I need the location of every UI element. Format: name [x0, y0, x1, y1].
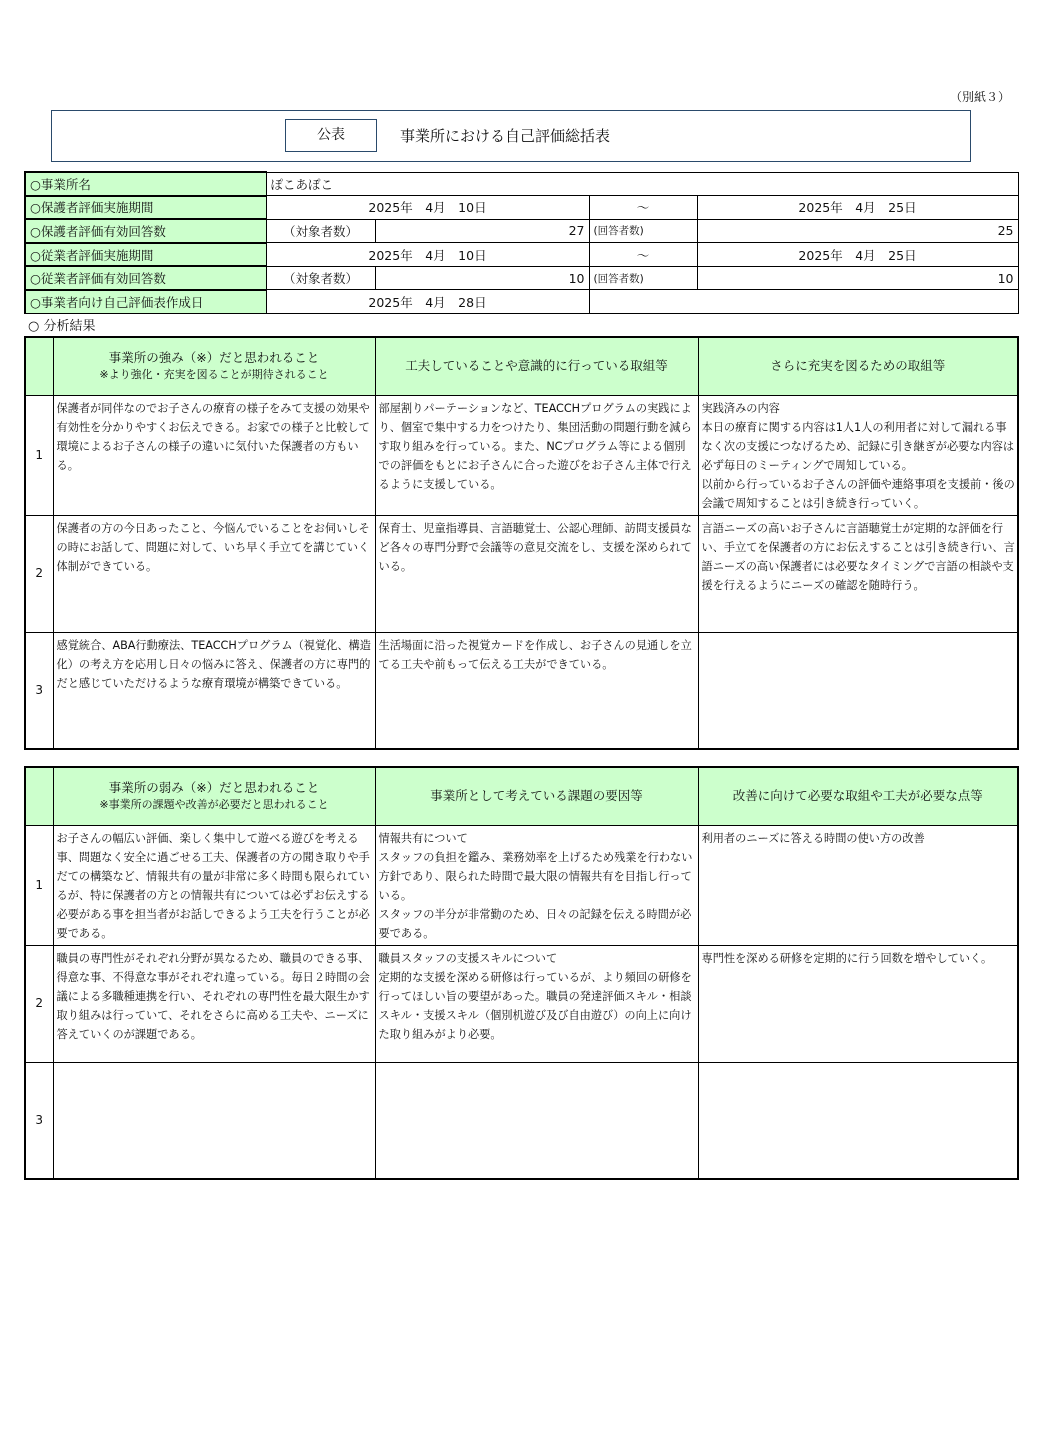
guardian-period-start: 2025年 4月 10日 — [266, 196, 589, 220]
weaknesses-header-row — [25, 767, 1018, 825]
office-name-row — [25, 172, 1018, 196]
row-number: 3 — [25, 1062, 53, 1179]
enhancement-text: 言語ニーズの高いお子さんに言語聴覚士が定期的な評価を行い、手立てを保護者の方にお伝えすることは引き続き行い、言語ニーズの高い保護者には必要なタイミングで言語の相談や支援を行えるようにニーズの確認を随時行う。 — [701, 521, 1015, 592]
improvement-text: 利用者のニーズに答える時間の使い方の改善 — [701, 831, 925, 845]
row-number: 2 — [25, 945, 53, 1062]
table-row — [25, 1062, 1018, 1179]
analysis-section-label: ○ 分析結果 — [28, 319, 96, 334]
table-row — [25, 395, 1018, 515]
cause-text: 職員スタッフの支援スキルについて 定期的な支援を深める研修は行っているが、より頻回の研修を行ってほしい旨の要望があった。職員の発達評価スキル・相談スキル・支援スキル（個別机遊び及び自由遊び）の向上に向けた取り組みがより必要。 — [378, 951, 692, 1041]
strength-text: 保護者の方の今日あったこと、今悩んでいることをお伺いしその時にお話して、問題に対して、いち早く手立てを講じていく体制ができている。 — [56, 521, 370, 573]
staff-responses-row — [25, 266, 1018, 290]
guardian-period-row — [25, 196, 1018, 220]
table-row — [25, 825, 1018, 945]
created-date-row — [25, 290, 1018, 314]
row-number: 1 — [25, 825, 53, 945]
created-date-value: 2025年 4月 28日 — [266, 290, 589, 314]
enhancement-text: 実践済みの内容 本日の療育に関する内容は1人1人の利用者に対して漏れる事なく次の支援につなげるため、記録に引き継ぎが必要な内容は必ず毎日のミーティングで周知している。 以前から行っているお子さんの評価や連絡事項を支援前・後の会議で周知することは引き続き行っていく。 — [701, 401, 1015, 510]
row-number: 1 — [25, 395, 53, 515]
weaknesses-col2-header: 事業所として考えている課題の要因等 — [375, 767, 698, 825]
staff-period-label: ○従業者評価実施期間 — [25, 243, 266, 267]
office-name-value: ぽこあぽこ — [266, 172, 1018, 196]
improvement-text: 専門性を深める研修を定期的に行う回数を増やしていく。 — [701, 951, 993, 965]
target-count-label: （対象者数） — [266, 219, 375, 243]
effort-text: 部屋割りパーテーションなど、TEACCHプログラムの実践により、個室で集中する力をつけたり、集団活動の問題行動を減らす取り組みを行っている。また、NCプログラム等による個別での評価をもとにお子さんに合った遊びをお子さん主体で行えるように支援している。 — [378, 401, 692, 491]
guardian-responses-label: ○保護者評価有効回答数 — [25, 219, 266, 243]
table-row — [25, 632, 1018, 749]
table-row — [25, 945, 1018, 1062]
strength-text: 感覚統合、ABA行動療法、TEACCHプログラム（視覚化、構造化）の考え方を応用し日々の悩みに答え、保護者の方に専門的だと感じていただけるような療育環境が構築できている。 — [56, 638, 371, 690]
office-info-table — [24, 171, 1019, 314]
staff-respondent-count: 10 — [697, 266, 1018, 290]
table-row — [25, 515, 1018, 632]
weaknesses-col1-note: ※事業所の課題や改善が必要だと思われること — [99, 798, 329, 812]
weakness-text: 職員の専門性がそれぞれ分野が異なるため、職員のできる事、得意な事、不得意な事がそれぞれ違っている。毎日２時間の会議による多職種連携を行い、それぞれの専門性を最大限生かす取り組みは行っていて、それをさらに高める工夫や、ニーズに答えていくのが課題である。 — [56, 951, 370, 1041]
strengths-col1-note: ※より強化・充実を図ることが期待されること — [99, 368, 329, 382]
period-tilde: ～ — [589, 243, 697, 267]
strengths-col2-header: 工夫していることや意識的に行っている取組等 — [375, 337, 698, 395]
title-box — [51, 110, 971, 162]
strength-text: 保護者が同伴なのでお子さんの療育の様子をみて支援の効果や有効性を分かりやすくお伝えできる。お家での様子と比較して環境によるお子さんの様子の違いに気付いた保護者の方もいる。 — [56, 401, 370, 472]
row-number: 2 — [25, 515, 53, 632]
respondent-count-label: (回答者数) — [589, 266, 697, 290]
guardian-target-count: 27 — [375, 219, 589, 243]
period-tilde: ～ — [589, 196, 697, 220]
weaknesses-col1-title: 事業所の弱み（※）だと思われること — [108, 779, 320, 795]
guardian-period-label: ○保護者評価実施期間 — [25, 196, 266, 220]
weakness-text: お子さんの幅広い評価、楽しく集中して遊べる遊びを考える事、問題なく安全に過ごせる工夫、保護者の方の聞き取りや手だての構築など、情報共有の量が非常に多く時間も限られているが、特に保護者の方との情報共有については必ずお伝えする必要がある事を担当者がお話しできるよう工夫を行うことが必要である。 — [56, 831, 370, 940]
public-badge: 公表 — [285, 119, 377, 152]
strengths-header-row — [25, 337, 1018, 395]
weaknesses-col3-header: 改善に向けて必要な取組や工夫が必要な点等 — [698, 767, 1018, 825]
effort-text: 保育士、児童指導員、言語聴覚士、公認心理師、訪問支援員など各々の専門分野で会議等の意見交流をし、支援を深められている。 — [378, 521, 692, 573]
strengths-col1-header — [53, 337, 375, 395]
guardian-responses-row — [25, 219, 1018, 243]
office-name-label: ○事業所名 — [25, 172, 266, 196]
attachment-label: （別紙３） — [950, 90, 1011, 104]
weaknesses-table — [24, 766, 1019, 1180]
guardian-respondent-count: 25 — [697, 219, 1018, 243]
effort-text: 生活場面に沿った視覚カードを作成し、お子さんの見通しを立てる工夫や前もって伝える工夫ができている。 — [378, 638, 692, 671]
row-number: 3 — [25, 632, 53, 749]
staff-period-row — [25, 243, 1018, 267]
created-date-label: ○事業者向け自己評価表作成日 — [25, 290, 266, 314]
staff-period-start: 2025年 4月 10日 — [266, 243, 589, 267]
staff-responses-label: ○従業者評価有効回答数 — [25, 266, 266, 290]
staff-target-count: 10 — [375, 266, 589, 290]
target-count-label: （対象者数） — [266, 266, 375, 290]
strengths-table — [24, 336, 1019, 750]
strengths-col1-title: 事業所の強み（※）だと思われること — [108, 349, 320, 365]
staff-period-end: 2025年 4月 25日 — [697, 243, 1018, 267]
weaknesses-col1-header — [53, 767, 375, 825]
respondent-count-label: (回答者数) — [589, 219, 697, 243]
page-title: 事業所における自己評価総括表 — [400, 127, 611, 145]
guardian-period-end: 2025年 4月 25日 — [697, 196, 1018, 220]
cause-text: 情報共有について スタッフの負担を鑑み、業務効率を上げるため残業を行わない方針であり、限られた時間で最大限の情報共有を目指し行っている。 スタッフの半分が非常勤のため、日々の記録を伝える時間が必要である。 — [378, 831, 693, 940]
strengths-col3-header: さらに充実を図るための取組等 — [698, 337, 1018, 395]
